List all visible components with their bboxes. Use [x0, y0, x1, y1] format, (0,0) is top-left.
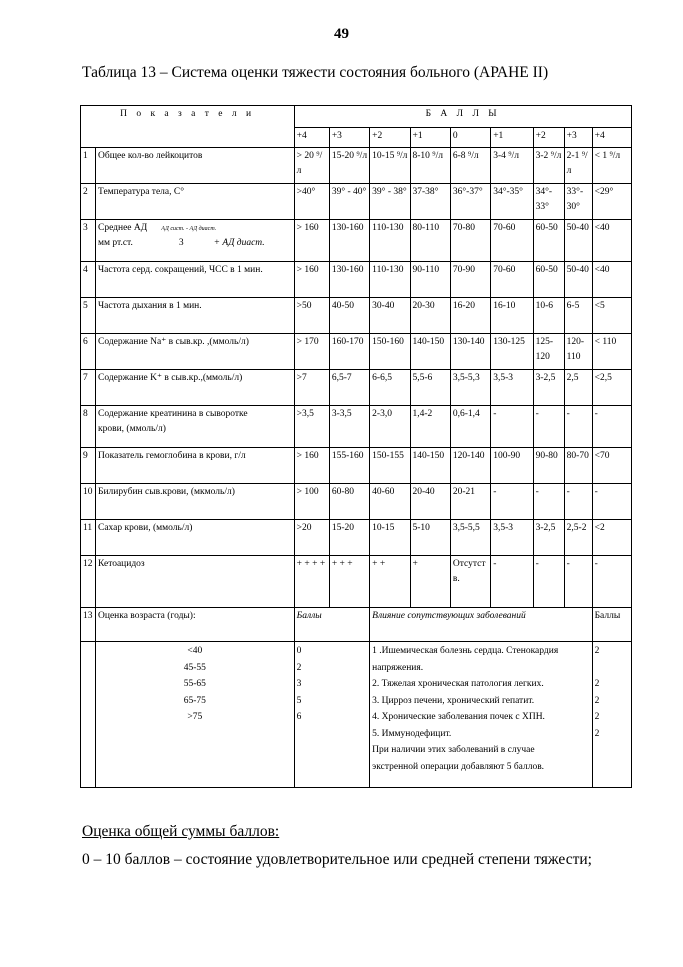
score-cell: 15-20 ⁹/л — [329, 148, 369, 184]
row-number: 11 — [81, 520, 96, 556]
score-cell: - — [491, 484, 533, 520]
disease-point — [595, 760, 629, 777]
score-cell: 90-80 — [533, 448, 564, 484]
score-cell: 110-130 — [370, 262, 410, 298]
row13-balls2-header: Баллы — [592, 608, 631, 642]
header-indicators: П о к а з а т е л и — [81, 106, 295, 148]
age-point: 3 — [296, 679, 302, 689]
score-cell: > 160 — [294, 448, 329, 484]
score-cell: > 20 ⁹/л — [294, 148, 329, 184]
footer-heading: Оценка общей суммы баллов: — [82, 823, 280, 840]
row-number: 12 — [81, 556, 96, 608]
disease-point — [595, 743, 629, 760]
table-row — [81, 220, 632, 262]
score-cell: + + — [370, 556, 410, 608]
score-header: +3 — [329, 128, 369, 148]
age-points-list — [294, 642, 370, 788]
disease-item: При наличии этих заболеваний в случае — [372, 745, 535, 755]
score-cell: >50 — [294, 298, 329, 334]
score-cell: >20 — [294, 520, 329, 556]
row-number: 10 — [81, 484, 96, 520]
disease-list — [370, 642, 592, 788]
score-cell: 3,5-3 — [491, 370, 533, 406]
score-cell: 155-160 — [329, 448, 369, 484]
score-cell: 10-15 ⁹/л — [370, 148, 410, 184]
table-title: Таблица 13 – Система оценки тяжести состояния больного (АРАНЕ II) — [82, 64, 549, 81]
score-cell: - — [491, 556, 533, 608]
header-points: Б А Л Л Ы — [294, 106, 631, 128]
table-row — [81, 148, 632, 184]
score-cell: 2-1 ⁹/л — [564, 148, 592, 184]
score-cell: 3,5-3 — [491, 520, 533, 556]
table-row — [81, 520, 632, 556]
score-cell: 8-10 ⁹/л — [410, 148, 450, 184]
score-cell: 20-30 — [410, 298, 450, 334]
score-cell: <70 — [592, 448, 631, 484]
disease-point — [595, 661, 629, 678]
disease-point: 2 — [594, 646, 600, 656]
score-cell: > 160 — [294, 262, 329, 298]
score-cell: 70-60 — [491, 220, 533, 262]
apache-table — [80, 105, 632, 788]
score-cell: 130-125 — [491, 334, 533, 370]
age-item: <40 — [187, 646, 203, 656]
score-header: +2 — [370, 128, 410, 148]
score-cell: 130-160 — [329, 220, 369, 262]
score-cell: 2-3,0 — [370, 406, 410, 448]
table-row — [81, 184, 632, 220]
table-row — [81, 556, 632, 608]
table-row — [81, 262, 632, 298]
score-cell: 36°-37° — [450, 184, 490, 220]
score-cell: 80-70 — [564, 448, 592, 484]
score-cell: 140-150 — [410, 448, 450, 484]
score-cell: 125- 120 — [533, 334, 564, 370]
score-cell: - — [592, 556, 631, 608]
score-cell: 120-140 — [450, 448, 490, 484]
age-point: 5 — [296, 695, 302, 706]
age-item: 45-55 — [183, 662, 206, 673]
score-cell: - — [592, 406, 631, 448]
score-cell: 6-8 ⁹/л — [450, 148, 490, 184]
score-cell: >3,5 — [294, 406, 329, 448]
score-cell: 15-20 — [329, 520, 369, 556]
score-cell: <29° — [592, 184, 631, 220]
score-cell: 34°- 33° — [533, 184, 564, 220]
disease-item: 1 .Ишемическая болезнь сердца. Стенокардия — [372, 646, 559, 656]
score-cell: <40 — [592, 262, 631, 298]
score-cell: 40-60 — [370, 484, 410, 520]
score-header: +1 — [491, 128, 533, 148]
score-header: +2 — [533, 128, 564, 148]
score-cell: 1,4-2 — [410, 406, 450, 448]
score-cell: + — [410, 556, 450, 608]
score-cell: 5-10 — [410, 520, 450, 556]
row-number: 7 — [81, 370, 96, 406]
score-cell: 90-110 — [410, 262, 450, 298]
score-cell: 6-6,5 — [370, 370, 410, 406]
row-number: 1 — [81, 148, 96, 184]
table-row — [81, 448, 632, 484]
disease-point: 2 — [594, 679, 600, 689]
score-cell: 60-80 — [329, 484, 369, 520]
score-cell: 60-50 — [533, 262, 564, 298]
score-header: +4 — [592, 128, 631, 148]
score-cell: 120- 110 — [564, 334, 592, 370]
row-name: Частота дыхания в 1 мин. — [96, 298, 295, 334]
score-cell: 50-40 — [564, 262, 592, 298]
score-cell: 70-90 — [450, 262, 490, 298]
score-cell: <5 — [592, 298, 631, 334]
row-name: Билирубин сыв.крови, (мкмоль/л) — [96, 484, 295, 520]
age-item: >75 — [187, 712, 203, 722]
row-number: 5 — [81, 298, 96, 334]
row-name: Содержание K⁺ в сыв.кр.,(ммоль/л) — [96, 370, 295, 406]
score-cell: 3-2 ⁹/л — [533, 148, 564, 184]
score-cell: 33°- 30° — [564, 184, 592, 220]
page-number: 49 — [334, 26, 349, 42]
score-cell: 70-80 — [450, 220, 490, 262]
row-name: Сахар крови, (ммоль/л) — [96, 520, 295, 556]
score-cell: 110-130 — [370, 220, 410, 262]
disease-item: 3. Цирроз печени, хронический гепатит. — [372, 695, 535, 706]
table-row — [81, 406, 632, 448]
score-cell: 140-150 — [410, 334, 450, 370]
score-cell: 10-6 — [533, 298, 564, 334]
score-cell: <40 — [592, 220, 631, 262]
score-cell: >7 — [294, 370, 329, 406]
score-header: 0 — [450, 128, 490, 148]
score-cell: 3-2,5 — [533, 520, 564, 556]
score-cell: 39° - 38° — [370, 184, 410, 220]
score-cell: 150-160 — [370, 334, 410, 370]
score-cell: 3-3,5 — [329, 406, 369, 448]
score-cell: Отсутст в. — [450, 556, 490, 608]
age-point: 2 — [296, 662, 302, 673]
disease-points-list — [592, 642, 631, 788]
score-cell: 34°-35° — [491, 184, 533, 220]
score-cell: 130-160 — [329, 262, 369, 298]
age-list — [96, 642, 295, 788]
row13-name: Оценка возраста (годы): — [96, 608, 295, 642]
row13-balls-header: Баллы — [294, 608, 370, 642]
score-cell: 6,5-7 — [329, 370, 369, 406]
row-name: Частота серд. сокращений, ЧСС в 1 мин. — [96, 262, 295, 298]
row-number: 6 — [81, 334, 96, 370]
score-cell: - — [533, 484, 564, 520]
table-row — [81, 370, 632, 406]
score-header: +4 — [294, 128, 329, 148]
score-cell: < 1 ⁹/л — [592, 148, 631, 184]
row-number: 8 — [81, 406, 96, 448]
row-number: 4 — [81, 262, 96, 298]
score-cell: 60-50 — [533, 220, 564, 262]
score-cell: 39° - 40° — [329, 184, 369, 220]
score-cell: 2,5-2 — [564, 520, 592, 556]
score-cell: 70-60 — [491, 262, 533, 298]
score-cell: 50-40 — [564, 220, 592, 262]
row-name: Содержание Na⁺ в сыв.кр. ,(ммоль/л) — [96, 334, 295, 370]
disease-item: 2. Тяжелая хроническая патология легких. — [372, 679, 544, 689]
score-cell: > 170 — [294, 334, 329, 370]
score-cell: - — [564, 406, 592, 448]
score-cell: 30-40 — [370, 298, 410, 334]
score-cell: 0,6-1,4 — [450, 406, 490, 448]
score-cell: 10-15 — [370, 520, 410, 556]
age-point: 6 — [296, 712, 302, 722]
score-cell: 3,5-5,5 — [450, 520, 490, 556]
score-cell: > 100 — [294, 484, 329, 520]
score-cell: <2,5 — [592, 370, 631, 406]
disease-point: 2 — [594, 728, 600, 739]
score-cell: 16-10 — [491, 298, 533, 334]
score-cell: - — [533, 406, 564, 448]
row-name: Показатель гемоглобина в крови, г/л — [96, 448, 295, 484]
row-name: Температура тела, С° — [96, 184, 295, 220]
score-cell: - — [592, 484, 631, 520]
score-cell: 3-2,5 — [533, 370, 564, 406]
row-number: 2 — [81, 184, 96, 220]
disease-point: 2 — [594, 712, 600, 722]
disease-point: 2 — [594, 695, 600, 706]
map-formula: АД сист. - АД диаст. — [161, 226, 217, 232]
score-cell: 130-140 — [450, 334, 490, 370]
score-cell: 3-4 ⁹/л — [491, 148, 533, 184]
score-cell: - — [533, 556, 564, 608]
score-cell: 20-40 — [410, 484, 450, 520]
table-row — [81, 298, 632, 334]
score-cell: 2,5 — [564, 370, 592, 406]
score-cell: - — [564, 556, 592, 608]
row-name: Содержание креатинина в сыворотке крови, (ммоль/л) — [96, 406, 295, 448]
score-cell: >40° — [294, 184, 329, 220]
score-cell: + + + — [329, 556, 369, 608]
table-row — [81, 334, 632, 370]
row-name: Общее кол-во лейкоцитов — [96, 148, 295, 184]
footer-line: 0 – 10 баллов – состояние удовлетворительное или средней степени тяжести; — [82, 851, 592, 868]
score-cell: 40-50 — [329, 298, 369, 334]
score-cell: 5,5-6 — [410, 370, 450, 406]
score-cell: 3,5-5,3 — [450, 370, 490, 406]
row13-num: 13 — [81, 608, 96, 642]
score-header: +3 — [564, 128, 592, 148]
row13-influence-header: Влияние сопутствующих заболеваний — [370, 608, 592, 642]
score-cell: + + + + — [294, 556, 329, 608]
disease-item: напряжения. — [372, 662, 424, 673]
table-row — [81, 484, 632, 520]
score-cell: < 110 — [592, 334, 631, 370]
disease-item: экстренной операции добавляют 5 баллов. — [372, 761, 545, 772]
score-header: +1 — [410, 128, 450, 148]
age-point: 0 — [296, 646, 302, 656]
score-cell: <2 — [592, 520, 631, 556]
row-name: Кетоацидоз — [96, 556, 295, 608]
disease-item: 4. Хронические заболевания почек с ХПН. — [372, 712, 545, 722]
score-cell: 6-5 — [564, 298, 592, 334]
score-cell: 80-110 — [410, 220, 450, 262]
score-cell: 100-90 — [491, 448, 533, 484]
row-name: Среднее АД АД сист. - АД диаст. мм рт.ст. 3 + АД диаст. — [96, 220, 295, 262]
score-cell: > 160 — [294, 220, 329, 262]
disease-item: 5. Иммунодефицит. — [372, 728, 452, 739]
score-cell: 16-20 — [450, 298, 490, 334]
score-cell: - — [491, 406, 533, 448]
row-number: 9 — [81, 448, 96, 484]
score-cell: 20-21 — [450, 484, 490, 520]
row-number: 3 — [81, 220, 96, 262]
age-item: 65-75 — [183, 695, 206, 706]
score-cell: 160-170 — [329, 334, 369, 370]
age-item: 55-65 — [183, 679, 206, 689]
score-cell: 37-38° — [410, 184, 450, 220]
score-cell: 150-155 — [370, 448, 410, 484]
score-cell: - — [564, 484, 592, 520]
